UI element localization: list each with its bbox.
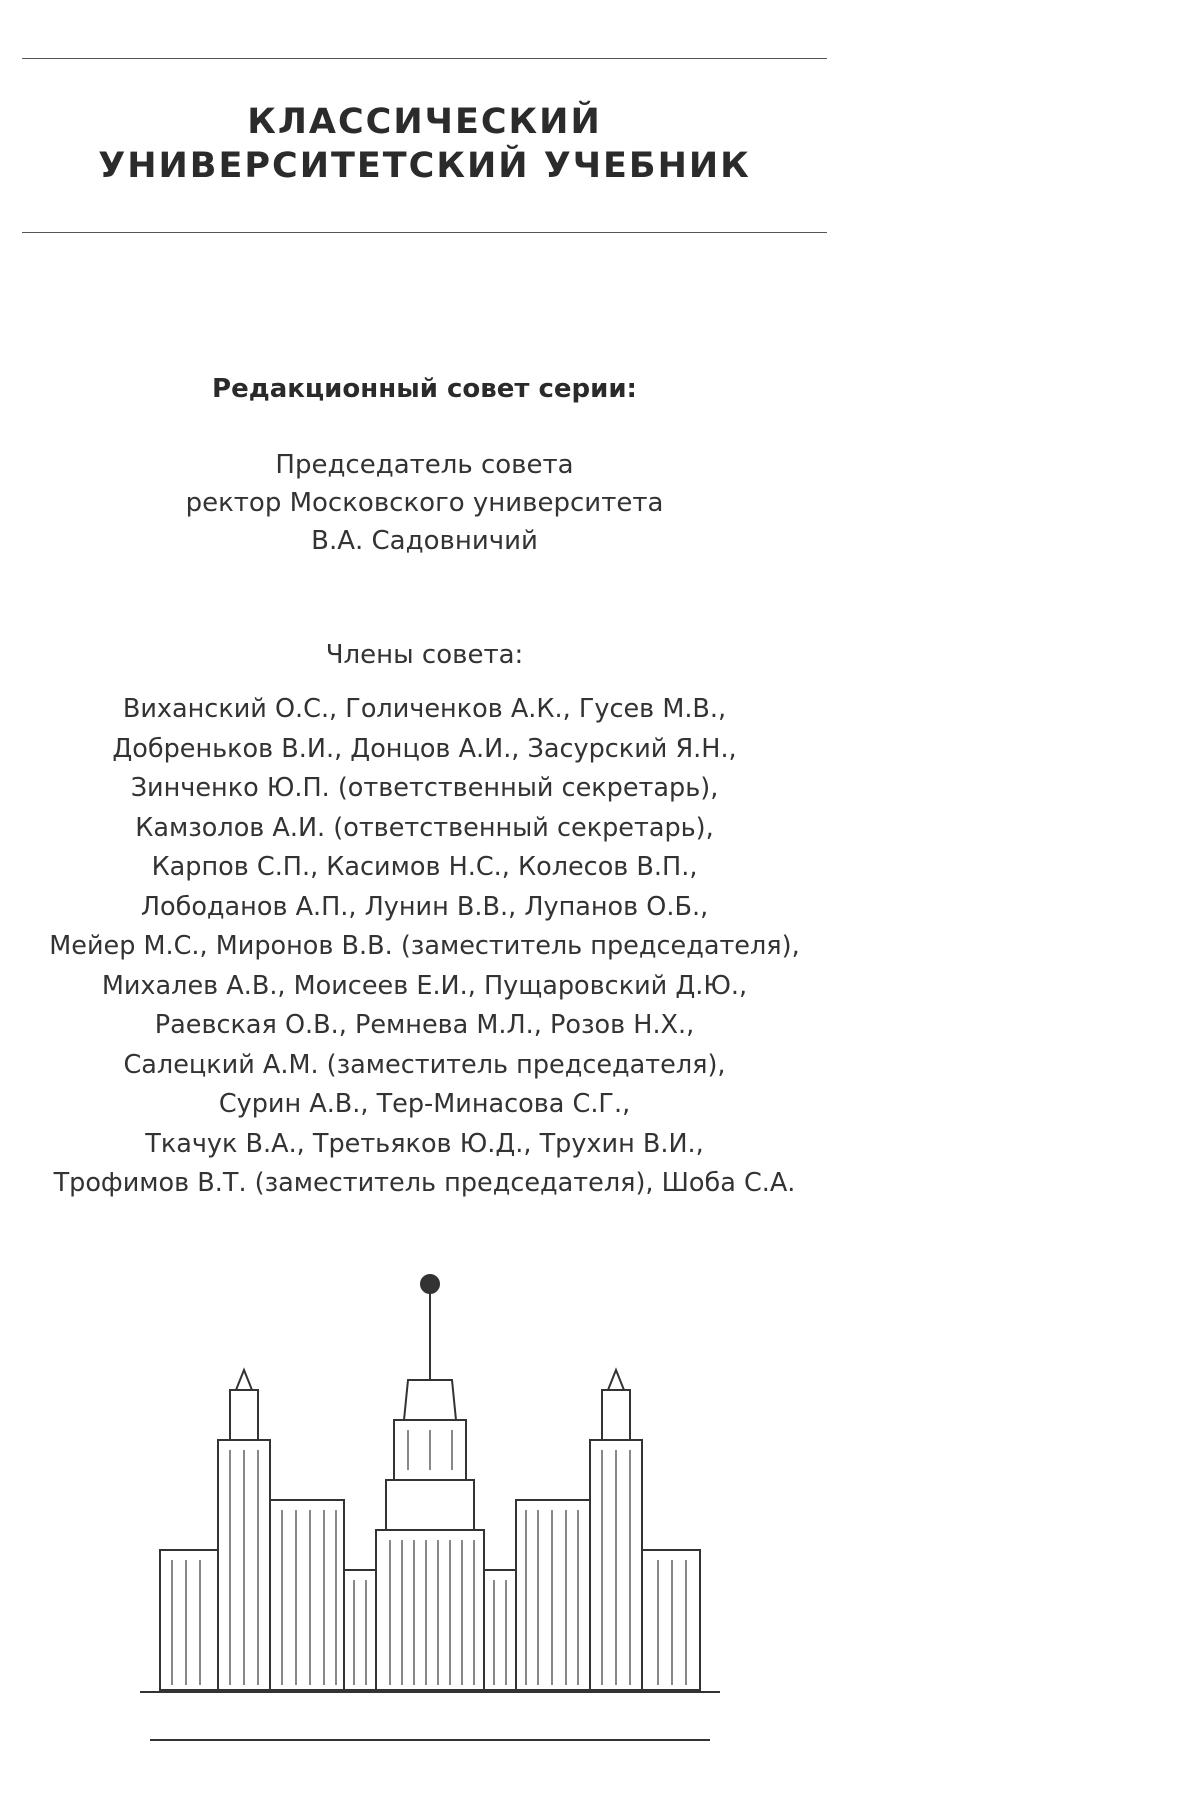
members-line: Добреньков В.И., Донцов А.И., Засурский Я.Н., <box>112 733 737 764</box>
moscow-university-building-icon <box>140 1270 720 1750</box>
series-title-line-2: УНИВЕРСИТЕТСКИЙ УЧЕБНИК <box>98 146 751 186</box>
members-line: Лободанов А.П., Лунин В.В., Лупанов О.Б., <box>140 891 709 922</box>
editorial-board-heading: Редакционный совет серии: <box>212 374 637 404</box>
series-title <box>22 100 827 188</box>
bottom-rule <box>22 232 827 233</box>
members-line: Карпов С.П., Касимов Н.С., Колесов В.П., <box>151 852 698 882</box>
board-chair <box>22 446 827 560</box>
members-line: Сурин А.В., Тер-Минасова С.Г., <box>218 1089 631 1119</box>
members-line: Раевская О.В., Ремнева М.Л., Розов Н.Х., <box>154 1010 695 1040</box>
members-line: Мейер М.С., Миронов В.В. (заместитель председателя), <box>49 931 800 961</box>
members-line: Зинченко Ю.П. (ответственный секретарь), <box>130 773 719 803</box>
top-rule <box>22 58 827 59</box>
members-line: Михалев А.В., Моисеев Е.И., Пущаровский Д.Ю., <box>101 970 748 1001</box>
members-line: Виханский О.С., Голиченков А.К., Гусев М.В., <box>122 694 727 724</box>
series-title-line-1: КЛАССИЧЕСКИЙ <box>247 102 602 142</box>
members-line: Ткачук В.А., Третьяков Ю.Д., Трухин В.И., <box>145 1128 704 1159</box>
chair-title: Председатель совета <box>275 450 574 480</box>
members-list <box>22 690 827 1204</box>
members-heading: Члены совета: <box>325 640 524 670</box>
members-line: Салецкий А.М. (заместитель председателя), <box>123 1049 726 1080</box>
chair-position: ректор Московского университета <box>185 488 664 518</box>
members-line: Камзолов А.И. (ответственный секретарь), <box>135 812 714 843</box>
members-line: Трофимов В.Т. (заместитель председателя), Шоба С.А. <box>53 1168 796 1198</box>
chair-name: В.А. Садовничий <box>311 526 538 556</box>
